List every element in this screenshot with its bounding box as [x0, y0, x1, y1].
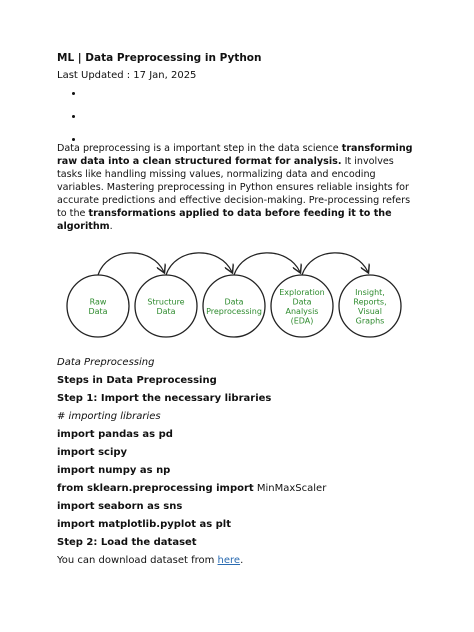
last-updated: Last Updated : 17 Jan, 2025 — [57, 70, 197, 81]
intro-bold-1: transforming raw data into a clean structured format for analysis. — [57, 143, 413, 167]
diagram-caption: Data Preprocessing — [57, 357, 155, 368]
code-line — [57, 483, 326, 494]
stage-label: Data — [292, 297, 312, 307]
preprocessing-diagram — [57, 242, 417, 342]
stage-label: Reports, — [353, 297, 387, 307]
intro-bold-2: transformations applied to data before feeding it to the algorithm — [57, 208, 392, 232]
code-comment: # importing libraries — [57, 411, 161, 422]
stage-label: Insight, — [355, 287, 385, 297]
step-2-heading: Step 2: Load the dataset — [57, 537, 197, 548]
stage-label: Visual — [358, 306, 382, 316]
list-item — [72, 92, 75, 111]
flow-arrow — [302, 253, 368, 275]
article-title: ML | Data Preprocessing in Python — [57, 52, 262, 64]
intro-text-1: Data preprocessing is a important step in the data science — [57, 143, 342, 154]
code-line: import numpy as np — [57, 465, 171, 476]
flow-arrow — [234, 253, 300, 275]
code-line-rest: MinMaxScaler — [253, 483, 327, 494]
intro-paragraph — [57, 142, 417, 233]
flow-arrow — [98, 253, 164, 275]
flow-arrow — [166, 253, 232, 275]
stage-label: (EDA) — [290, 316, 314, 326]
bullet-icon — [72, 115, 75, 118]
stage-label: Graphs — [355, 316, 385, 326]
stage-label: Data — [156, 306, 176, 316]
stage-label: Analysis — [285, 306, 319, 316]
intro-text-3: . — [109, 221, 113, 232]
download-line — [57, 555, 243, 566]
bullet-icon — [72, 92, 75, 95]
list-item — [72, 115, 75, 134]
code-line: import scipy — [57, 447, 128, 458]
code-line: import pandas as pd — [57, 429, 173, 440]
stage-label: Structure — [147, 297, 185, 307]
stage-label: Exploration — [279, 287, 325, 297]
code-line: import seaborn as sns — [57, 501, 183, 512]
bullet-icon — [72, 138, 75, 141]
intro-text-2: It involves tasks like handling missing values, normalizing data and encoding variables. Mastering preprocessing in Python ensures reliable insights for accurate predictions and effective decision-making. Pre-processing refers to the — [57, 156, 411, 219]
stage-label: Raw — [89, 297, 107, 307]
download-link[interactable]: here — [217, 555, 241, 566]
code-line: import matplotlib.pyplot as plt — [57, 519, 232, 530]
stage-label: Preprocessing — [206, 306, 262, 316]
download-text: You can download dataset from — [57, 555, 218, 566]
steps-heading: Steps in Data Preprocessing — [57, 375, 217, 386]
step-1-heading: Step 1: Import the necessary libraries — [57, 393, 272, 404]
download-end: . — [240, 555, 244, 566]
stage-label: Data — [224, 297, 244, 307]
code-line-bold: from sklearn.preprocessing import — [57, 483, 254, 494]
stage-label: Data — [88, 306, 108, 316]
